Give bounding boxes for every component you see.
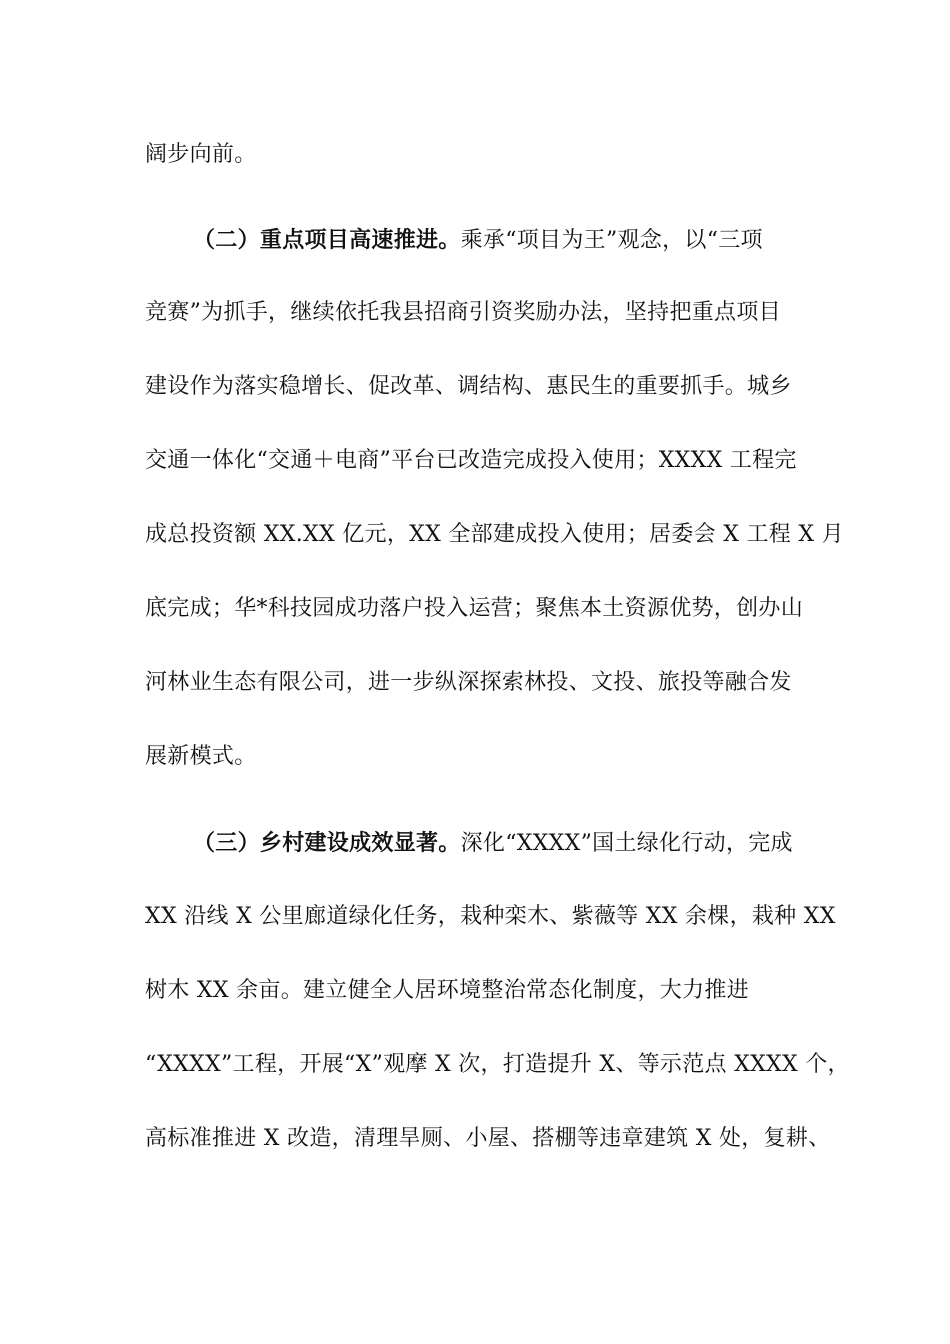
text-line: 展新模式。 bbox=[145, 744, 257, 769]
text-line: 交通一体化“交通＋电商”平台已改造完成投入使用；XXXX 工程完 bbox=[145, 448, 797, 473]
paragraph-heading-line bbox=[193, 225, 873, 256]
text-line: 底完成；华*科技园成功落户投入运营；聚焦本土资源优势，创办山 bbox=[145, 596, 804, 621]
text-line: 建设作为落实稳增长、促改革、调结构、惠民生的重要抓手。城乡 bbox=[145, 374, 792, 399]
text-line: 成总投资额 XX.XX 亿元，XX 全部建成投入使用；居委会 X 工程 X 月 bbox=[145, 522, 844, 547]
text-line: 竞赛”为抓手，继续依托我县招商引资奖励办法，坚持把重点项目 bbox=[145, 300, 781, 325]
text-line: 阔步向前。 bbox=[145, 142, 257, 167]
text-line: 高标准推进 X 改造，清理旱厕、小屋、搭棚等违章建筑 X 处，复耕、 bbox=[145, 1126, 831, 1151]
text-line: 河林业生态有限公司，进一步纵深探索林投、文投、旅投等融合发 bbox=[145, 670, 792, 695]
section-heading: （二）重点项目高速推进。 bbox=[193, 227, 461, 253]
section-heading: （三）乡村建设成效显著。 bbox=[193, 830, 461, 856]
paragraph-heading-line bbox=[193, 828, 873, 859]
text-line: 树木 XX 余亩。建立健全人居环境整治常态化制度，大力推进 bbox=[145, 978, 750, 1003]
text-span: 深化“XXXX”国土绿化行动，完成 bbox=[460, 831, 793, 856]
text-span: 乘承“项目为王”观念，以“三项 bbox=[460, 228, 763, 253]
text-line: “XXXX”工程，开展“X”观摩 X 次，打造提升 X、等示范点 XXXX 个， bbox=[145, 1052, 850, 1077]
text-line: XX 沿线 X 公里廊道绿化任务，栽种栾木、紫薇等 XX 余棵，栽种 XX bbox=[145, 904, 836, 929]
